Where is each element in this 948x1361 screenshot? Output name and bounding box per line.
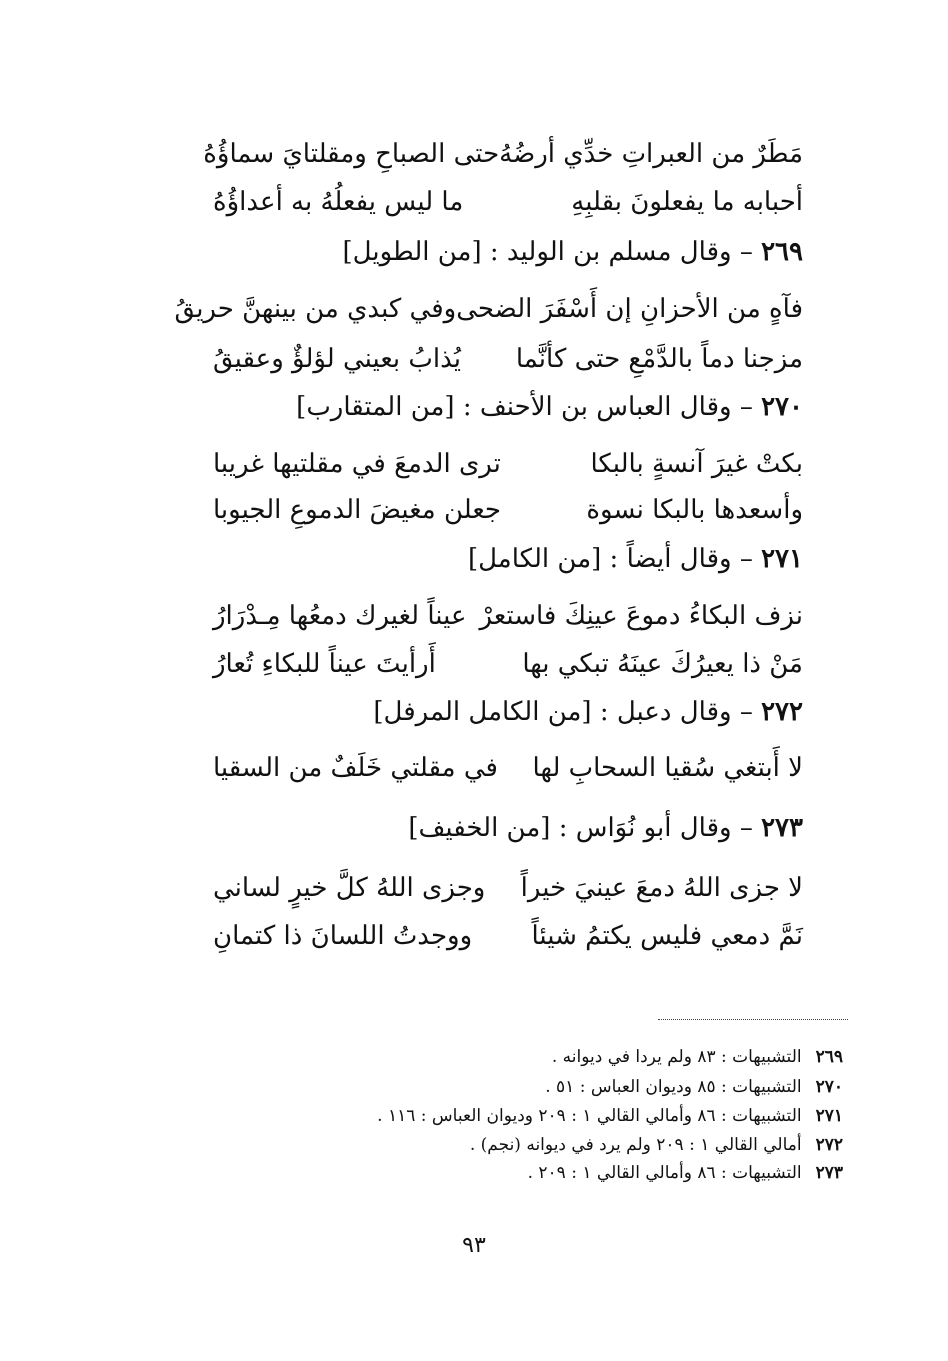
verse-line	[213, 746, 803, 790]
footnote-number: ٢٧٠	[815, 1077, 843, 1097]
verse-line	[213, 866, 803, 910]
verse-right-hemistich: مَنْ ذا يعيرُكَ عينَهُ تبكي بها	[522, 649, 803, 679]
entry-title: – وقال مسلم بن الوليد : [من الطويل]	[342, 237, 753, 267]
verse-line	[213, 337, 803, 381]
footnote	[552, 1047, 843, 1067]
footnote	[470, 1135, 843, 1155]
verse-line	[174, 287, 803, 331]
verse-right-hemistich: وأسعدها بالبكا نسوة	[586, 495, 803, 525]
verse-right-hemistich: بكتْ غيرَ آنسةٍ بالبكا	[590, 449, 803, 479]
verse-line	[213, 642, 803, 686]
verse-right-hemistich: أحبابه ما يفعلونَ بقلبِهِ	[571, 187, 803, 217]
footnote-number: ٢٦٩	[815, 1047, 843, 1067]
verse-line	[213, 914, 803, 958]
verse-line	[213, 488, 803, 532]
verse-left-hemistich: يُذابُ بعيني لؤلؤٌ وعقيقُ	[213, 344, 461, 374]
verse-right-hemistich: لا جزى اللهُ دمعَ عينيَ خيراً	[520, 873, 803, 903]
verse-line	[213, 180, 803, 224]
entry-title: – وقال أبو نُوَاس : [من الخفيف]	[408, 813, 753, 843]
entry-number: ٢٧٣	[761, 813, 803, 843]
footnote	[528, 1163, 843, 1183]
verse-right-hemistich: مَطَرٌ من العبراتِ خدِّي أرضُهُ	[499, 139, 803, 169]
verse-left-hemistich: أَرأيتَ عيناً للبكاءِ تُعارُ	[213, 649, 436, 679]
footnote	[377, 1106, 843, 1126]
verse-left-hemistich: عيناً لغيرك دمعُها مِـدْرَارُ	[213, 601, 467, 631]
verse-line	[213, 442, 803, 486]
verse-left-hemistich: ما ليس يفعلُهُ به أعداؤُهُ	[213, 187, 464, 217]
verse-right-hemistich: نزف البكاءُ دموعَ عينِكَ فاستعرْ	[479, 601, 803, 631]
entry-heading	[343, 237, 803, 267]
verse-right-hemistich: مزجنا دماً بالدَّمْعِ حتى كأنَّما	[515, 344, 803, 374]
entry-title: – وقال العباس بن الأحنف : [من المتقارب]	[296, 392, 753, 422]
verse-left-hemistich: وفي كبدي من بينهنَّ حريقُ	[174, 294, 457, 324]
verse-left-hemistich: جعلن مغيضَ الدموعِ الجيوبا	[213, 495, 502, 525]
entry-heading	[296, 392, 803, 422]
footnote-text: التشبيهات : ٨٥ وديوان العباس : ٥١ .	[545, 1077, 802, 1097]
entry-title: – وقال دعبل : [من الكامل المرفل]	[373, 697, 753, 727]
footnote-separator	[658, 1019, 848, 1020]
footnote-text: التشبيهات : ٨٦ وأمالي القالي ١ : ٢٠٩ .	[527, 1163, 802, 1183]
footnote-number: ٢٧٢	[815, 1135, 843, 1155]
entry-number: ٢٧٢	[761, 697, 803, 727]
footnote	[545, 1077, 843, 1097]
entry-title: – وقال أيضاً : [من الكامل]	[467, 544, 753, 574]
verse-left-hemistich: في مقلتي خَلَفٌ من السقيا	[213, 753, 498, 783]
entry-number: ٢٧٠	[761, 392, 803, 422]
verse-left-hemistich: ووجدتُ اللسانَ ذا كتمانِ	[213, 921, 473, 951]
verse-right-hemistich: نَمَّ دمعي فليس يكتمُ شيئاً	[531, 921, 803, 951]
verse-right-hemistich: لا أَبتغي سُقيا السحابِ لها	[532, 753, 803, 783]
entry-heading	[408, 813, 803, 843]
verse-left-hemistich: ترى الدمعَ في مقلتيها غريبا	[213, 449, 501, 479]
entry-heading	[468, 544, 803, 574]
verse-line	[213, 594, 803, 638]
verse-left-hemistich: وجزى اللهُ كلَّ خيرٍ لساني	[213, 873, 486, 903]
entry-heading	[373, 697, 803, 727]
verse-line	[203, 132, 803, 176]
verse-right-hemistich: فآهٍ من الأحزانِ إن أَسْفَرَ الضحى	[456, 294, 803, 324]
entry-number: ٢٦٩	[761, 237, 803, 267]
footnote-number: ٢٧١	[815, 1106, 843, 1126]
verse-left-hemistich: حتى الصباحِ ومقلتايَ سماؤُهُ	[203, 139, 500, 169]
footnote-text: أمالي القالي ١ : ٢٠٩ ولم يرد في ديوانه (نجم) .	[469, 1135, 802, 1155]
page-number: ٩٣	[462, 1233, 486, 1258]
footnote-text: التشبيهات : ٨٣ ولم يردا في ديوانه .	[551, 1047, 802, 1067]
footnote-text: التشبيهات : ٨٦ وأمالي القالي ١ : ٢٠٩ وديوان العباس : ١١٦ .	[377, 1106, 802, 1126]
footnote-number: ٢٧٣	[815, 1163, 843, 1183]
entry-number: ٢٧١	[761, 544, 803, 574]
